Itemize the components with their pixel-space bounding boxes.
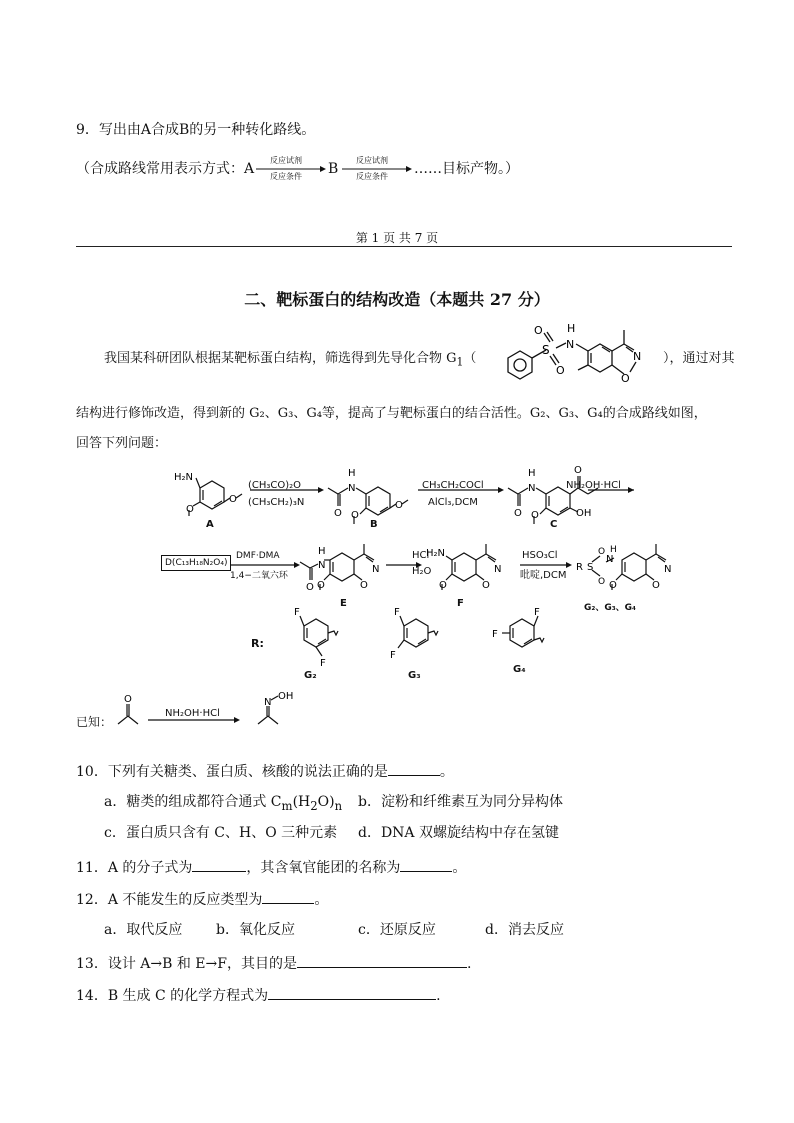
q11-group-blank[interactable]	[400, 857, 452, 872]
reagent-de-top: DMF·DMA	[236, 551, 280, 561]
e-atom-h: H	[318, 546, 326, 557]
r-group-g2-structure	[284, 604, 364, 670]
f-atom-n: N	[494, 564, 502, 575]
reagent-de-bottom: 1,4−二氧六环	[230, 571, 288, 581]
g1-atom-n2: N	[633, 350, 642, 363]
page-number: 第 1 页 共 7 页	[355, 231, 439, 245]
r-group-g3-structure	[384, 604, 464, 670]
g1-atom-o3: O	[621, 372, 630, 385]
question-9-text: 9．写出由A合成B的另一种转化路线。	[76, 122, 316, 138]
g1-atom-n: N	[566, 338, 575, 351]
q9-arrow-1-top: 反应试剂	[270, 156, 302, 165]
compound-g1-structure	[490, 318, 662, 398]
c-atom-h: H	[528, 468, 536, 479]
known-atom-oh: OH	[278, 691, 294, 702]
b-atom-o3: O	[351, 510, 359, 521]
q9-arrow-1	[256, 156, 326, 181]
r-group-g4-structure	[490, 604, 570, 670]
synthesis-scheme-row-1	[168, 460, 638, 540]
f-atom-o2: O	[439, 580, 447, 591]
g-atom-r: R	[576, 562, 583, 573]
label-b: B	[370, 519, 378, 530]
q9-arrow-2-top: 反应试剂	[356, 156, 388, 165]
q9-route-mid: B	[328, 161, 339, 177]
g4-atom-f1: F	[534, 607, 540, 618]
g3-atom-f1: F	[394, 607, 400, 618]
g-atom-h: H	[610, 545, 617, 555]
a-atom-o: O	[229, 494, 237, 505]
q11-formula-blank[interactable]	[192, 857, 246, 872]
g-atom-o1: O	[598, 547, 606, 557]
label-g3: G₃	[408, 670, 421, 681]
question-13: 13．设计 A→B 和 E→F，其目的是 .	[76, 953, 471, 973]
q10-option-a: a．糖类的组成都符合通式 $C_m(H_2O)_n$	[104, 794, 343, 813]
b-atom-h: H	[348, 468, 356, 479]
intro-line-2: 结构进行修饰改造，得到新的 G₂、G₃、G₄等，提高了与靶标蛋白的结合活性。G₂、G₃、G₄的合成路线如图，	[76, 406, 707, 421]
g2-atom-f2: F	[320, 658, 326, 669]
section-title: 二、靶标蛋白的结构改造（本题共 27 分）	[244, 290, 550, 309]
known-reagent: NH₂OH·HCl	[165, 708, 220, 719]
q12-answer-blank[interactable]	[262, 889, 314, 904]
g1-atom-h: H	[567, 322, 576, 335]
q12-option-b: b．氧化反应	[216, 922, 295, 938]
reagent-fg-top: HSO₃Cl	[522, 550, 558, 561]
q10-option-d: d．DNA 双螺旋结构中存在氢键	[358, 825, 559, 841]
q10-stem: 10．下列有关糖类、蛋白质、核酸的说法正确的是	[76, 764, 388, 780]
label-e: E	[340, 598, 347, 609]
intro-line-1c: ），通过对其	[663, 351, 735, 366]
reagent-bc-top: CH₃CH₂COCl	[422, 480, 484, 491]
label-g2: G₂	[304, 670, 317, 681]
g1-atom-s: S	[542, 343, 550, 357]
label-g4: G₄	[513, 664, 526, 675]
c-atom-oh: OH	[576, 508, 592, 519]
label-r: R:	[251, 637, 264, 650]
q12-option-d: d．消去反应	[485, 922, 564, 938]
b-atom-o2: O	[395, 500, 403, 511]
g-atom-n: N	[606, 554, 614, 565]
e-atom-o3: O	[317, 580, 325, 591]
reagent-ab-top: (CH₃CO)₂O	[248, 480, 302, 491]
page-divider	[76, 246, 732, 247]
reagent-ef-bottom: H₂O	[412, 566, 432, 577]
c-atom-o3: O	[531, 510, 539, 521]
a-atom-h2n: H₂N	[174, 472, 194, 483]
f-atom-o: O	[482, 580, 490, 591]
b-atom-o: O	[334, 508, 342, 519]
g2-atom-f1: F	[294, 607, 300, 618]
g-atom-o4: O	[609, 580, 617, 591]
e-atom-o2: O	[360, 580, 368, 591]
q10-answer-blank[interactable]	[388, 761, 440, 776]
e-atom-o: O	[306, 582, 314, 593]
c-atom-n: N	[528, 483, 536, 494]
f-atom-h2n: H₂N	[426, 548, 446, 559]
reagent-ab-bottom: (CH₃CH₂)₃N	[248, 497, 305, 508]
label-f: F	[457, 598, 464, 609]
a-atom-o2: O	[186, 504, 194, 515]
known-label: 已知：	[76, 715, 113, 729]
known-atom-o: O	[124, 694, 132, 705]
label-c: C	[550, 519, 558, 530]
g4-atom-f2: F	[492, 629, 498, 640]
e-atom-n: N	[318, 560, 326, 571]
label-g: G₂、G₃、G₄	[584, 603, 636, 613]
reagent-ef-top: HCl	[412, 550, 430, 561]
known-atom-n: N	[264, 697, 272, 708]
reagent-cd: NH₂OH·HCl	[566, 480, 621, 491]
q14-answer-blank[interactable]	[268, 985, 436, 1000]
e-atom-n2: N	[372, 564, 380, 575]
question-10: 10．下列有关糖类、蛋白质、核酸的说法正确的是 。	[76, 761, 454, 781]
g-atom-n2: N	[664, 564, 672, 575]
intro-line-3: 回答下列问题：	[76, 436, 168, 451]
q9-route-prefix: （合成路线常用表示方式：A	[76, 161, 255, 177]
q9-arrow-2-bottom: 反应条件	[356, 172, 388, 181]
q13-answer-blank[interactable]	[297, 953, 467, 968]
reagent-bc-bottom: AlCl₃,DCM	[428, 497, 478, 508]
q12-option-a: a．取代反应	[104, 922, 183, 938]
page-footer	[0, 229, 794, 246]
g-atom-o3: O	[652, 580, 660, 591]
reagent-fg-bottom: 吡啶,DCM	[520, 570, 567, 581]
q10-option-c: c．蛋白质只含有 C、H、O 三种元素	[104, 825, 338, 841]
label-a: A	[206, 519, 214, 530]
question-11: 11．A 的分子式为 ，其含氧官能团的名称为 。	[76, 857, 466, 877]
compound-d-box: D(C₁₃H₁₈N₂O₄)	[161, 555, 231, 571]
q9-route-suffix: ……目标产物。）	[414, 161, 519, 177]
g-atom-o2: O	[598, 577, 606, 587]
question-14: 14．B 生成 C 的化学方程式为 .	[76, 985, 441, 1005]
q9-route-example	[76, 160, 254, 178]
q9-arrow-1-bottom: 反应条件	[270, 172, 302, 181]
q9-arrow-2	[342, 156, 412, 181]
b-atom-n: N	[348, 483, 356, 494]
g1-atom-o2: O	[556, 364, 565, 377]
g-atom-s: S	[587, 562, 594, 573]
c-atom-o: O	[514, 508, 522, 519]
q10-option-b: b．淀粉和纤维素互为同分异构体	[358, 794, 563, 810]
question-12: 12．A 不能发生的反应类型为 。	[76, 889, 328, 909]
c-atom-o2: O	[574, 465, 582, 476]
g3-atom-f2: F	[390, 650, 396, 661]
question-9	[76, 121, 315, 139]
intro-line-1a: 我国某科研团队根据某靶标蛋白结构，筛选得到先导化合物 $G_1$（	[104, 351, 477, 369]
q12-option-c: c．还原反应	[358, 922, 436, 938]
g1-atom-o1: O	[534, 324, 543, 337]
